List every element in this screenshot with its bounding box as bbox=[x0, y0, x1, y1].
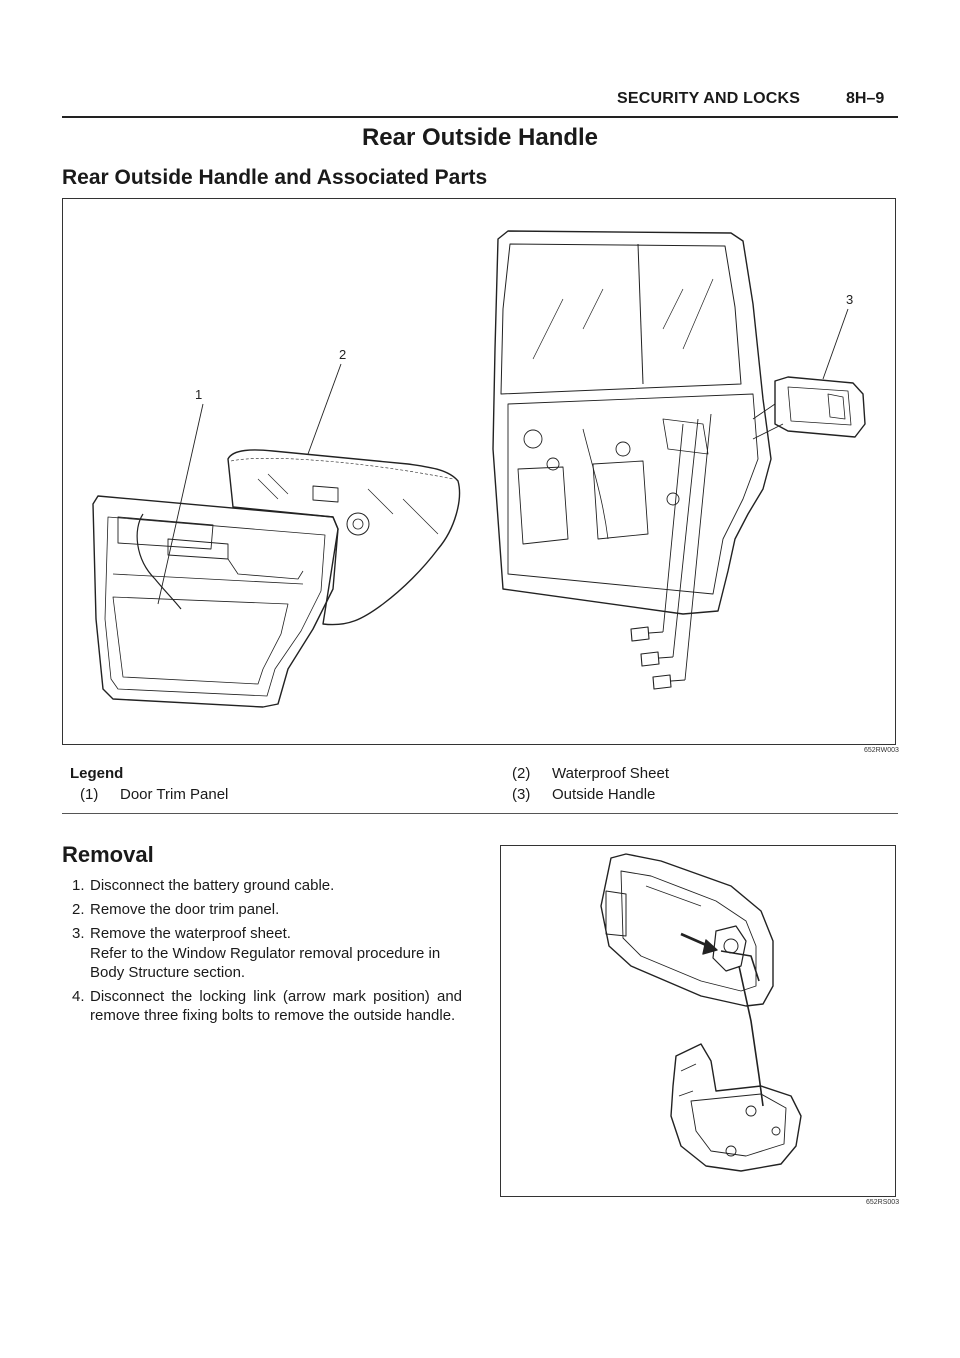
door-trim-panel-drawing bbox=[93, 496, 338, 707]
removal-heading: Removal bbox=[62, 842, 154, 867]
legend-item-number: (3) bbox=[512, 786, 531, 803]
handle-detail-figure bbox=[500, 845, 896, 1197]
removal-step bbox=[72, 924, 462, 982]
legend-item bbox=[512, 786, 655, 803]
step-content bbox=[90, 924, 462, 982]
step-number: 2. bbox=[72, 901, 85, 918]
waterproof-sheet-drawing bbox=[228, 450, 459, 625]
locking-arrow-drawing bbox=[681, 934, 717, 954]
removal-step bbox=[72, 900, 462, 919]
callout-2: 2 bbox=[339, 347, 347, 362]
figure-heading: Rear Outside Handle and Associated Parts bbox=[62, 166, 488, 189]
fixing-bolts-drawing bbox=[631, 627, 685, 689]
page-title: Rear Outside Handle bbox=[361, 124, 599, 151]
step-text: Disconnect the battery ground cable. bbox=[90, 877, 335, 894]
figure2-code: 652RS003 bbox=[866, 1199, 900, 1206]
removal-step bbox=[72, 987, 462, 1025]
removal-step bbox=[72, 876, 462, 895]
legend-item-label: Outside Handle bbox=[552, 786, 656, 803]
outside-handle-detail-drawing bbox=[601, 854, 773, 1006]
legend-item-number: (2) bbox=[512, 765, 531, 782]
legend-title: Legend bbox=[70, 765, 124, 782]
locking-link-drawing bbox=[739, 966, 763, 1106]
step-text: Remove the waterproof sheet. bbox=[90, 925, 291, 942]
step-number: 4. bbox=[72, 988, 85, 1005]
legend-divider bbox=[62, 813, 898, 814]
step-number: 3. bbox=[72, 925, 85, 942]
legend-item-label: Door Trim Panel bbox=[120, 786, 229, 803]
legend-item bbox=[512, 765, 669, 782]
step-text: Remove the door trim panel. bbox=[90, 901, 280, 918]
exploded-view-figure bbox=[62, 198, 896, 745]
page-number: 8H–9 bbox=[846, 90, 885, 107]
running-header-section: SECURITY AND LOCKS bbox=[617, 90, 801, 107]
step-number: 1. bbox=[72, 877, 85, 894]
door-exploded-illustration bbox=[63, 199, 895, 744]
figure1-code: 652RW003 bbox=[864, 747, 899, 754]
step-note: Refer to the Window Regulator removal procedure in Body Structure section. bbox=[90, 945, 441, 981]
rear-door-drawing bbox=[493, 231, 771, 614]
callout-3: 3 bbox=[846, 292, 854, 307]
handle-lock-illustration bbox=[501, 846, 895, 1196]
legend-item-number: (1) bbox=[80, 786, 99, 803]
legend-item bbox=[80, 786, 228, 803]
callout-1: 1 bbox=[195, 387, 203, 402]
legend-item-label: Waterproof Sheet bbox=[552, 765, 670, 782]
removal-steps bbox=[72, 876, 462, 1030]
header-divider bbox=[62, 116, 898, 118]
step-text: Disconnect the locking link (arrow mark position) and remove three fixing bolts to remove the outside handle. bbox=[90, 988, 462, 1024]
door-lock-assembly-drawing bbox=[671, 1044, 801, 1171]
outside-handle-drawing bbox=[775, 377, 865, 437]
